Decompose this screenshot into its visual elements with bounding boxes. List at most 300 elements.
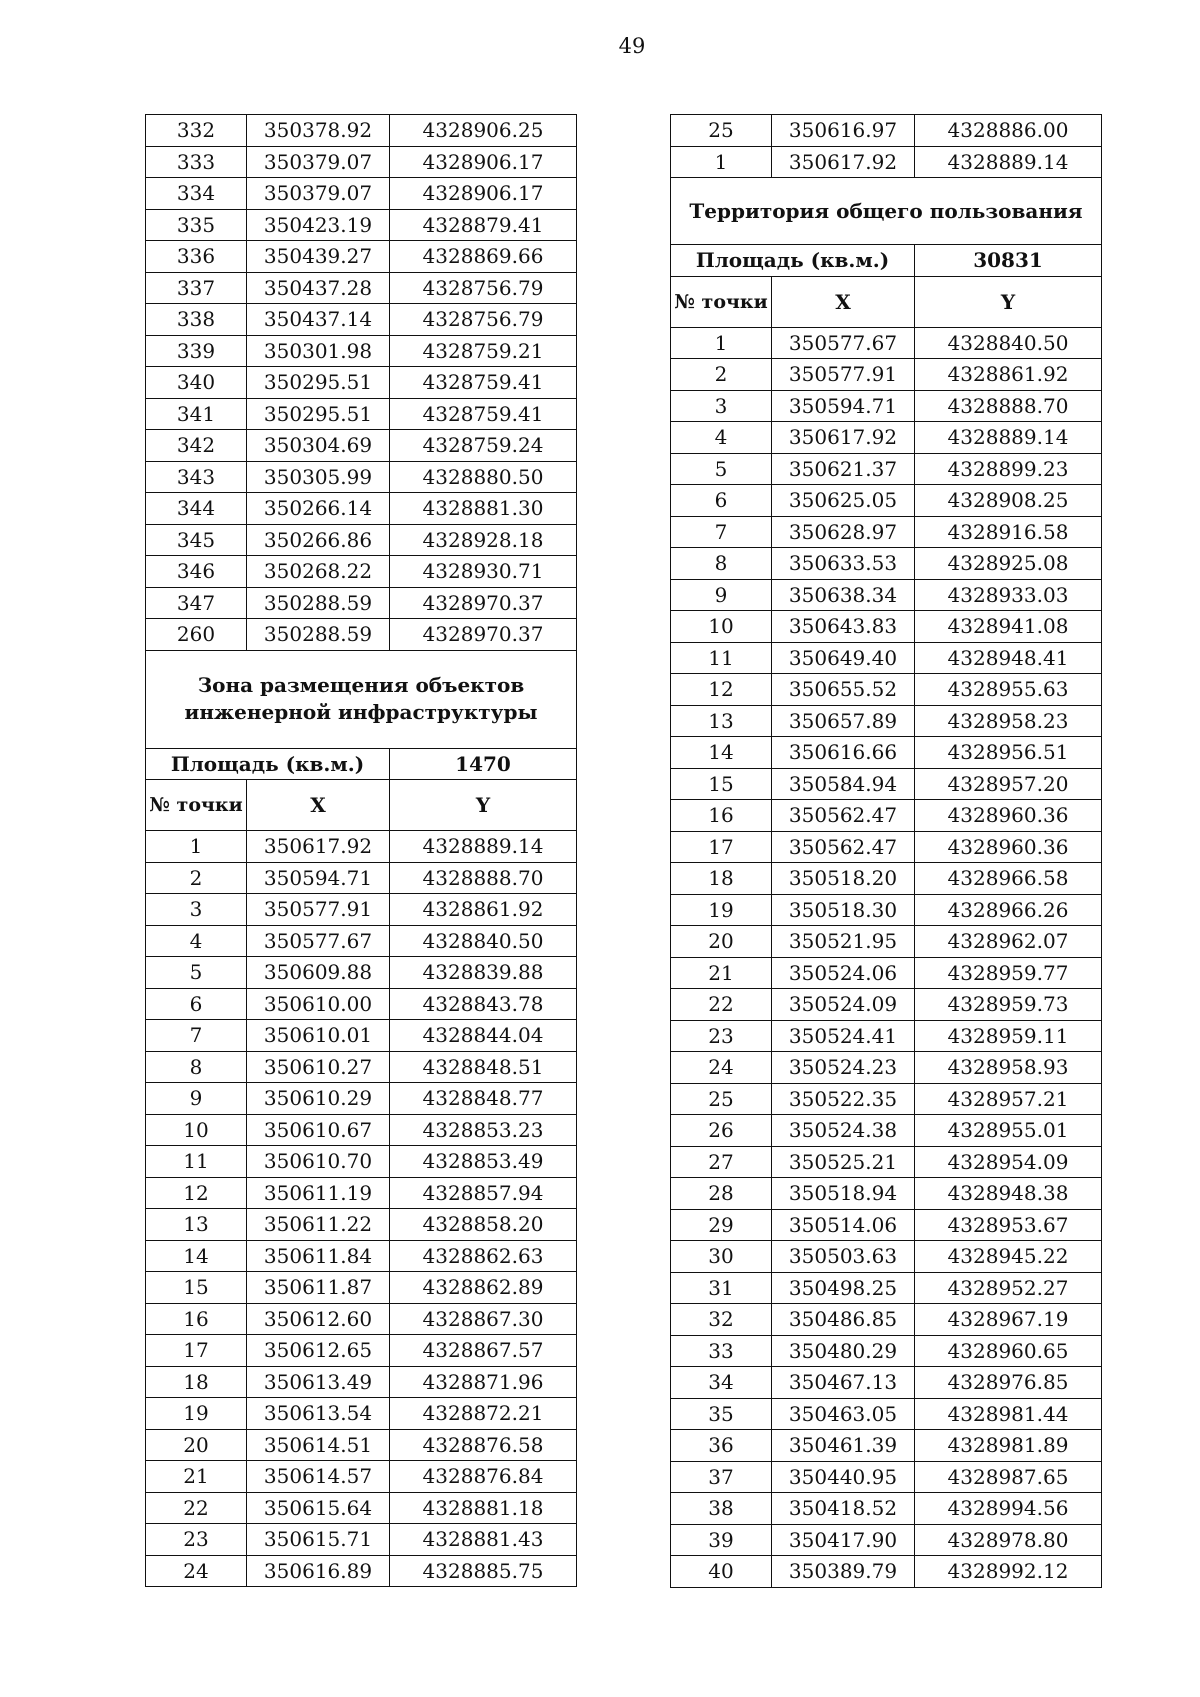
y-coordinate-cell: 4328955.63 (915, 674, 1102, 706)
x-coordinate-cell: 350379.07 (247, 146, 390, 178)
table-row (146, 430, 577, 462)
x-coordinate-cell: 350524.41 (772, 1020, 915, 1052)
y-coordinate-cell: 4328955.01 (915, 1115, 1102, 1147)
table-row (671, 548, 1102, 580)
x-coordinate-cell: 350437.28 (247, 272, 390, 304)
x-coordinate-cell: 350288.59 (247, 587, 390, 619)
point-number-cell: 9 (146, 1083, 247, 1115)
x-coordinate-cell: 350518.30 (772, 894, 915, 926)
x-coordinate-cell: 350418.52 (772, 1493, 915, 1525)
x-coordinate-cell: 350305.99 (247, 461, 390, 493)
table-row (146, 1555, 577, 1587)
x-coordinate-cell: 350628.97 (772, 516, 915, 548)
page-number: 49 (618, 34, 646, 58)
x-coordinate-cell: 350649.40 (772, 642, 915, 674)
x-coordinate-cell: 350518.20 (772, 863, 915, 895)
x-coordinate-cell: 350655.52 (772, 674, 915, 706)
x-coordinate-cell: 350524.23 (772, 1052, 915, 1084)
x-coordinate-cell: 350521.95 (772, 926, 915, 958)
y-coordinate-cell: 4328957.20 (915, 768, 1102, 800)
point-number-cell: 16 (146, 1303, 247, 1335)
y-coordinate-cell: 4328867.57 (390, 1335, 577, 1367)
y-coordinate-cell: 4328853.49 (390, 1146, 577, 1178)
x-coordinate-cell: 350616.97 (772, 115, 915, 147)
point-number-cell: 3 (671, 390, 772, 422)
point-number-cell: 30 (671, 1241, 772, 1273)
y-coordinate-cell: 4328862.89 (390, 1272, 577, 1304)
y-coordinate-cell: 4328857.94 (390, 1177, 577, 1209)
table-row (146, 1209, 577, 1241)
point-number-cell: 24 (671, 1052, 772, 1084)
y-coordinate-cell: 4328962.07 (915, 926, 1102, 958)
x-coordinate-cell: 350524.09 (772, 989, 915, 1021)
y-coordinate-cell: 4328899.23 (915, 453, 1102, 485)
table-row (146, 1272, 577, 1304)
area-label: Площадь (кв.м.) (146, 748, 390, 780)
point-number-cell: 1 (671, 327, 772, 359)
x-coordinate-cell: 350577.91 (772, 359, 915, 391)
y-coordinate-cell: 4328885.75 (390, 1555, 577, 1587)
x-coordinate-cell: 350611.87 (247, 1272, 390, 1304)
table-row (146, 493, 577, 525)
table-row (671, 1052, 1102, 1084)
y-coordinate-cell: 4328840.50 (915, 327, 1102, 359)
point-number-cell: 23 (671, 1020, 772, 1052)
table-row (146, 209, 577, 241)
point-number-cell: 18 (671, 863, 772, 895)
point-number-cell: 19 (671, 894, 772, 926)
point-number-cell: 13 (671, 705, 772, 737)
x-coordinate-cell: 350461.39 (772, 1430, 915, 1462)
y-coordinate-cell: 4328759.41 (390, 398, 577, 430)
y-coordinate-cell: 4328876.84 (390, 1461, 577, 1493)
point-number-cell: 20 (146, 1429, 247, 1461)
point-number-cell: 39 (671, 1524, 772, 1556)
x-coordinate-cell: 350617.92 (772, 146, 915, 178)
x-coordinate-cell: 350389.79 (772, 1556, 915, 1588)
y-coordinate-cell: 4328959.77 (915, 957, 1102, 989)
table-row (671, 1304, 1102, 1336)
table-row (146, 1051, 577, 1083)
table-row (671, 1115, 1102, 1147)
y-coordinate-cell: 4328886.00 (915, 115, 1102, 147)
point-number-cell: 13 (146, 1209, 247, 1241)
x-coordinate-cell: 350610.67 (247, 1114, 390, 1146)
table-row (146, 894, 577, 926)
table-row (671, 1209, 1102, 1241)
table-row (146, 1335, 577, 1367)
x-coordinate-cell: 350524.06 (772, 957, 915, 989)
point-number-cell: 36 (671, 1430, 772, 1462)
y-coordinate-cell: 4328869.66 (390, 241, 577, 273)
point-number-cell: 17 (671, 831, 772, 863)
y-coordinate-cell: 4328906.17 (390, 146, 577, 178)
table-row (671, 1556, 1102, 1588)
left-section-header (146, 650, 577, 831)
y-coordinate-cell: 4328994.56 (915, 1493, 1102, 1525)
y-coordinate-cell: 4328906.17 (390, 178, 577, 210)
table-row (146, 925, 577, 957)
left-rows-top (146, 115, 577, 651)
x-coordinate-cell: 350486.85 (772, 1304, 915, 1336)
point-number-cell: 32 (671, 1304, 772, 1336)
x-coordinate-cell: 350612.65 (247, 1335, 390, 1367)
table-row (146, 241, 577, 273)
table-row (671, 737, 1102, 769)
point-number-cell: 40 (671, 1556, 772, 1588)
y-coordinate-cell: 4328881.30 (390, 493, 577, 525)
y-coordinate-cell: 4328880.50 (390, 461, 577, 493)
table-row (671, 1272, 1102, 1304)
left-rows-bottom (146, 831, 577, 1587)
table-row (671, 422, 1102, 454)
table-row (671, 989, 1102, 1021)
x-coordinate-cell: 350657.89 (772, 705, 915, 737)
x-coordinate-cell: 350611.84 (247, 1240, 390, 1272)
y-coordinate-cell: 4328956.51 (915, 737, 1102, 769)
x-coordinate-cell: 350266.14 (247, 493, 390, 525)
point-number-cell: 31 (671, 1272, 772, 1304)
y-coordinate-cell: 4328948.41 (915, 642, 1102, 674)
table-row (671, 674, 1102, 706)
y-coordinate-cell: 4328881.43 (390, 1524, 577, 1556)
x-coordinate-cell: 350614.51 (247, 1429, 390, 1461)
table-row (671, 516, 1102, 548)
y-coordinate-cell: 4328966.26 (915, 894, 1102, 926)
table-row (671, 390, 1102, 422)
x-coordinate-cell: 350301.98 (247, 335, 390, 367)
point-number-cell: 340 (146, 367, 247, 399)
table-row (671, 1241, 1102, 1273)
x-coordinate-cell: 350633.53 (772, 548, 915, 580)
table-row (146, 1492, 577, 1524)
table-row (671, 831, 1102, 863)
point-number-cell: 17 (146, 1335, 247, 1367)
column-header-point: № точки (146, 780, 247, 831)
point-number-cell: 9 (671, 579, 772, 611)
table-row (146, 619, 577, 651)
y-coordinate-cell: 4328844.04 (390, 1020, 577, 1052)
x-coordinate-cell: 350611.19 (247, 1177, 390, 1209)
table-row (146, 1020, 577, 1052)
y-coordinate-cell: 4328879.41 (390, 209, 577, 241)
point-number-cell: 21 (146, 1461, 247, 1493)
y-coordinate-cell: 4328840.50 (390, 925, 577, 957)
y-coordinate-cell: 4328959.73 (915, 989, 1102, 1021)
point-number-cell: 5 (671, 453, 772, 485)
table-row (146, 335, 577, 367)
table-row (671, 1461, 1102, 1493)
x-coordinate-cell: 350524.38 (772, 1115, 915, 1147)
table-row (146, 115, 577, 147)
table-row (146, 556, 577, 588)
y-coordinate-cell: 4328953.67 (915, 1209, 1102, 1241)
y-coordinate-cell: 4328930.71 (390, 556, 577, 588)
table-row (671, 1020, 1102, 1052)
x-coordinate-cell: 350288.59 (247, 619, 390, 651)
y-coordinate-cell: 4328759.41 (390, 367, 577, 399)
x-coordinate-cell: 350503.63 (772, 1241, 915, 1273)
x-coordinate-cell: 350417.90 (772, 1524, 915, 1556)
table-row (671, 1398, 1102, 1430)
y-coordinate-cell: 4328756.79 (390, 304, 577, 336)
point-number-cell: 11 (146, 1146, 247, 1178)
x-coordinate-cell: 350638.34 (772, 579, 915, 611)
point-number-cell: 337 (146, 272, 247, 304)
table-row (146, 1177, 577, 1209)
x-coordinate-cell: 350617.92 (772, 422, 915, 454)
y-coordinate-cell: 4328888.70 (390, 862, 577, 894)
x-coordinate-cell: 350610.29 (247, 1083, 390, 1115)
x-coordinate-cell: 350617.92 (247, 831, 390, 863)
point-number-cell: 22 (671, 989, 772, 1021)
point-number-cell: 26 (671, 1115, 772, 1147)
table-row (146, 1398, 577, 1430)
point-number-cell: 11 (671, 642, 772, 674)
y-coordinate-cell: 4328853.23 (390, 1114, 577, 1146)
x-coordinate-cell: 350613.54 (247, 1398, 390, 1430)
y-coordinate-cell: 4328966.58 (915, 863, 1102, 895)
table-row (146, 146, 577, 178)
x-coordinate-cell: 350562.47 (772, 831, 915, 863)
point-number-cell: 24 (146, 1555, 247, 1587)
point-number-cell: 2 (671, 359, 772, 391)
point-number-cell: 35 (671, 1398, 772, 1430)
point-number-cell: 347 (146, 587, 247, 619)
table-row (146, 461, 577, 493)
y-coordinate-cell: 4328888.70 (915, 390, 1102, 422)
point-number-cell: 4 (146, 925, 247, 957)
point-number-cell: 16 (671, 800, 772, 832)
point-number-cell: 2 (146, 862, 247, 894)
point-number-cell: 344 (146, 493, 247, 525)
point-number-cell: 260 (146, 619, 247, 651)
y-coordinate-cell: 4328889.14 (390, 831, 577, 863)
right-rows-top (671, 115, 1102, 178)
point-number-cell: 341 (146, 398, 247, 430)
point-number-cell: 14 (671, 737, 772, 769)
point-number-cell: 34 (671, 1367, 772, 1399)
table-row (671, 146, 1102, 178)
point-number-cell: 8 (671, 548, 772, 580)
right-rows-bottom (671, 327, 1102, 1587)
point-number-cell: 12 (146, 1177, 247, 1209)
point-number-cell: 6 (146, 988, 247, 1020)
point-number-cell: 6 (671, 485, 772, 517)
table-row (146, 862, 577, 894)
x-coordinate-cell: 350522.35 (772, 1083, 915, 1115)
x-coordinate-cell: 350611.22 (247, 1209, 390, 1241)
table-row (146, 178, 577, 210)
table-row (146, 272, 577, 304)
table-row (146, 988, 577, 1020)
x-coordinate-cell: 350562.47 (772, 800, 915, 832)
y-coordinate-cell: 4328992.12 (915, 1556, 1102, 1588)
x-coordinate-cell: 350463.05 (772, 1398, 915, 1430)
y-coordinate-cell: 4328970.37 (390, 587, 577, 619)
y-coordinate-cell: 4328843.78 (390, 988, 577, 1020)
x-coordinate-cell: 350378.92 (247, 115, 390, 147)
table-row (146, 367, 577, 399)
area-value: 30831 (915, 245, 1102, 277)
coordinates-table-left (145, 114, 577, 1587)
table-row (146, 1240, 577, 1272)
column-header-x: X (772, 276, 915, 327)
table-row (146, 1114, 577, 1146)
y-coordinate-cell: 4328916.58 (915, 516, 1102, 548)
x-coordinate-cell: 350610.00 (247, 988, 390, 1020)
table-row (671, 1367, 1102, 1399)
x-coordinate-cell: 350304.69 (247, 430, 390, 462)
y-coordinate-cell: 4328858.20 (390, 1209, 577, 1241)
point-number-cell: 25 (671, 115, 772, 147)
x-coordinate-cell: 350498.25 (772, 1272, 915, 1304)
point-number-cell: 334 (146, 178, 247, 210)
x-coordinate-cell: 350440.95 (772, 1461, 915, 1493)
x-coordinate-cell: 350577.91 (247, 894, 390, 926)
point-number-cell: 336 (146, 241, 247, 273)
table-row (671, 453, 1102, 485)
table-row (146, 1303, 577, 1335)
y-coordinate-cell: 4328861.92 (390, 894, 577, 926)
point-number-cell: 338 (146, 304, 247, 336)
y-coordinate-cell: 4328872.21 (390, 1398, 577, 1430)
point-number-cell: 23 (146, 1524, 247, 1556)
point-number-cell: 7 (671, 516, 772, 548)
x-coordinate-cell: 350621.37 (772, 453, 915, 485)
table-row (671, 1493, 1102, 1525)
x-coordinate-cell: 350266.86 (247, 524, 390, 556)
point-number-cell: 10 (671, 611, 772, 643)
x-coordinate-cell: 350610.27 (247, 1051, 390, 1083)
point-number-cell: 15 (146, 1272, 247, 1304)
point-number-cell: 333 (146, 146, 247, 178)
x-coordinate-cell: 350577.67 (247, 925, 390, 957)
table-row (671, 705, 1102, 737)
x-coordinate-cell: 350615.71 (247, 1524, 390, 1556)
x-coordinate-cell: 350423.19 (247, 209, 390, 241)
y-coordinate-cell: 4328952.27 (915, 1272, 1102, 1304)
x-coordinate-cell: 350613.49 (247, 1366, 390, 1398)
table-row (671, 768, 1102, 800)
point-number-cell: 29 (671, 1209, 772, 1241)
y-coordinate-cell: 4328876.58 (390, 1429, 577, 1461)
table-row (146, 957, 577, 989)
y-coordinate-cell: 4328970.37 (390, 619, 577, 651)
y-coordinate-cell: 4328960.36 (915, 831, 1102, 863)
y-coordinate-cell: 4328867.30 (390, 1303, 577, 1335)
y-coordinate-cell: 4328960.36 (915, 800, 1102, 832)
point-number-cell: 335 (146, 209, 247, 241)
point-number-cell: 15 (671, 768, 772, 800)
y-coordinate-cell: 4328957.21 (915, 1083, 1102, 1115)
x-coordinate-cell: 350615.64 (247, 1492, 390, 1524)
y-coordinate-cell: 4328839.88 (390, 957, 577, 989)
area-label: Площадь (кв.м.) (671, 245, 915, 277)
table-row (146, 1429, 577, 1461)
table-row (671, 1146, 1102, 1178)
point-number-cell: 14 (146, 1240, 247, 1272)
table-row (146, 1146, 577, 1178)
y-coordinate-cell: 4328756.79 (390, 272, 577, 304)
table-row (671, 1178, 1102, 1210)
y-coordinate-cell: 4328967.19 (915, 1304, 1102, 1336)
y-coordinate-cell: 4328881.18 (390, 1492, 577, 1524)
point-number-cell: 343 (146, 461, 247, 493)
y-coordinate-cell: 4328759.21 (390, 335, 577, 367)
coordinates-table-right (670, 114, 1102, 1588)
y-coordinate-cell: 4328848.51 (390, 1051, 577, 1083)
x-coordinate-cell: 350643.83 (772, 611, 915, 643)
table-row (146, 587, 577, 619)
x-coordinate-cell: 350612.60 (247, 1303, 390, 1335)
table-row (146, 1083, 577, 1115)
table-row (671, 1430, 1102, 1462)
y-coordinate-cell: 4328861.92 (915, 359, 1102, 391)
table-row (671, 1083, 1102, 1115)
table-row (671, 485, 1102, 517)
y-coordinate-cell: 4328862.63 (390, 1240, 577, 1272)
y-coordinate-cell: 4328871.96 (390, 1366, 577, 1398)
y-coordinate-cell: 4328981.44 (915, 1398, 1102, 1430)
point-number-cell: 21 (671, 957, 772, 989)
point-number-cell: 37 (671, 1461, 772, 1493)
table-row (671, 642, 1102, 674)
y-coordinate-cell: 4328941.08 (915, 611, 1102, 643)
x-coordinate-cell: 350594.71 (772, 390, 915, 422)
x-coordinate-cell: 350268.22 (247, 556, 390, 588)
column-header-y: Y (915, 276, 1102, 327)
y-coordinate-cell: 4328976.85 (915, 1367, 1102, 1399)
x-coordinate-cell: 350610.01 (247, 1020, 390, 1052)
point-number-cell: 20 (671, 926, 772, 958)
point-number-cell: 18 (146, 1366, 247, 1398)
point-number-cell: 339 (146, 335, 247, 367)
x-coordinate-cell: 350609.88 (247, 957, 390, 989)
point-number-cell: 10 (146, 1114, 247, 1146)
table-row (671, 1524, 1102, 1556)
y-coordinate-cell: 4328908.25 (915, 485, 1102, 517)
x-coordinate-cell: 350594.71 (247, 862, 390, 894)
table-row (146, 304, 577, 336)
x-coordinate-cell: 350467.13 (772, 1367, 915, 1399)
point-number-cell: 22 (146, 1492, 247, 1524)
y-coordinate-cell: 4328960.65 (915, 1335, 1102, 1367)
section-title: Зона размещения объектов инженерной инфраструктуры (146, 650, 577, 748)
table-row (146, 831, 577, 863)
point-number-cell: 8 (146, 1051, 247, 1083)
point-number-cell: 332 (146, 115, 247, 147)
table-row (671, 863, 1102, 895)
y-coordinate-cell: 4328978.80 (915, 1524, 1102, 1556)
y-coordinate-cell: 4328958.93 (915, 1052, 1102, 1084)
y-coordinate-cell: 4328958.23 (915, 705, 1102, 737)
x-coordinate-cell: 350295.51 (247, 398, 390, 430)
table-row (671, 611, 1102, 643)
point-number-cell: 38 (671, 1493, 772, 1525)
x-coordinate-cell: 350518.94 (772, 1178, 915, 1210)
y-coordinate-cell: 4328906.25 (390, 115, 577, 147)
y-coordinate-cell: 4328759.24 (390, 430, 577, 462)
x-coordinate-cell: 350379.07 (247, 178, 390, 210)
point-number-cell: 3 (146, 894, 247, 926)
y-coordinate-cell: 4328954.09 (915, 1146, 1102, 1178)
x-coordinate-cell: 350614.57 (247, 1461, 390, 1493)
y-coordinate-cell: 4328933.03 (915, 579, 1102, 611)
point-number-cell: 1 (146, 831, 247, 863)
point-number-cell: 27 (671, 1146, 772, 1178)
point-number-cell: 33 (671, 1335, 772, 1367)
